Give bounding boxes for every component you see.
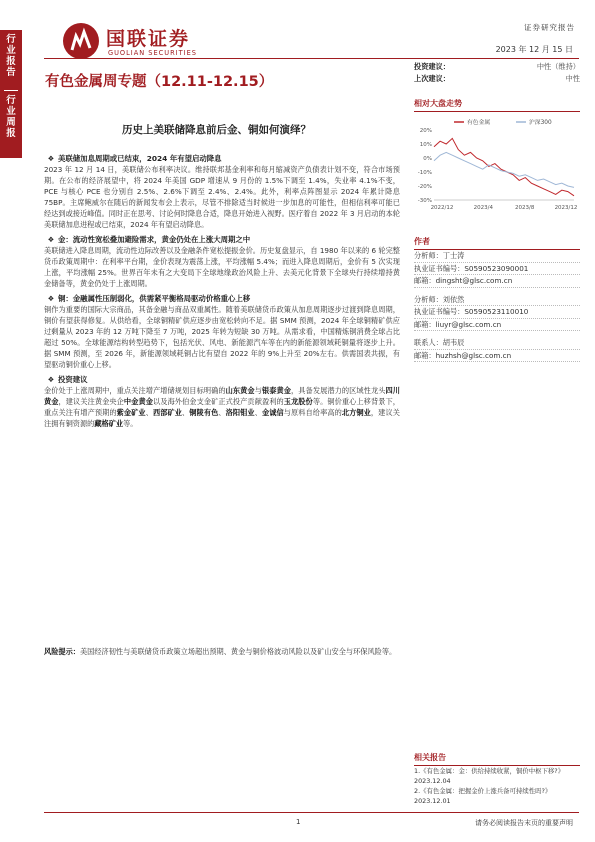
series-line-0: [434, 138, 574, 195]
authors-title: 作者: [414, 236, 580, 250]
sidebar-band: [0, 30, 22, 158]
footer-disclaimer: 请务必阅读报告末页的重要声明: [475, 819, 573, 827]
legend-label: 有色金属: [467, 120, 491, 126]
section-heading: ❖ 铜：金融属性压制弱化，供需紧平衡格局驱动价格重心上移: [44, 293, 400, 304]
x-tick-label: 2023/8: [514, 205, 535, 211]
section-body: 铜作为重要的国际大宗商品，其备金融与商品双重属性。随着美联储货币政策从加息周期逐步过渡到降息周期，铜价有望获得修复。从供给看，全球铜精矿供应逐步由宽松转向不足。据 SMM 预测，2024 年全球铜精矿供应过剩量从 2023 年的 12 万吨下降至 7 万吨，2025 年转为短缺 30 万吨。从需求看，中国精炼铜消费全球占比超过 50%。全球能源结构转型趋势下，包括光伏、风电、新能源汽车等在内的新能源领域耗铜量将逐步上升。据 SMM 预测，至 2026 年，新能源领域耗铜占比有望自 2022 年的 9%上升至 20%左右。供需国表共振，有望驱动铜价重心上移。: [44, 305, 400, 369]
section-heading: ❖ 投资建议: [44, 374, 400, 385]
company-name: 洛阳钼业: [225, 408, 255, 417]
footer-divider: [44, 812, 579, 813]
y-tick-label: -30%: [417, 198, 432, 204]
x-tick-label: 2023/4: [473, 205, 494, 211]
y-tick-label: 10%: [419, 142, 432, 148]
related-report-link[interactable]: 2.《有色金属：把握金价上涨兵备可持续性吗?》: [414, 787, 552, 795]
company-name: 玉龙股份: [283, 397, 313, 406]
related-list: [414, 766, 580, 806]
main-content: [44, 150, 400, 433]
text-segment: 与原料自给率高的: [283, 408, 342, 417]
related-title: 相关报告: [414, 752, 580, 766]
related-report-link[interactable]: 1.《有色金属：金：供给持续收紧，铜价中枢下移?》: [414, 767, 565, 775]
analyst-name: 分析师：刘依然: [414, 294, 580, 307]
analyst-gap: [414, 362, 580, 368]
text-segment: 、: [218, 408, 226, 417]
company-name: 铜陵有色: [189, 408, 219, 417]
text-segment: 、: [182, 408, 190, 417]
text-segment: 以及海外伯金支金矿正式投产贡献盈利的: [152, 397, 284, 406]
company-name: 藏格矿业: [94, 419, 124, 428]
y-tick-label: 20%: [419, 128, 432, 134]
section-body: 2023 年 12 月 14 日，美联储公布利率决议。维持联邦基金利率和每月缩减资产负债表计划不变，符合市场预期。在公布的经济展望中，将 2024 年美国 GDP 增速从 9 月份的 1.5%下调至 1.4%，失业率 4.1%不变，PCE 与核心 PCE 也分别自 2.5%、2.6%下调至 2.4%、2.4%。此外，利率点阵图显示 2024 年累计降息 75BP。主席鲍威尔在随后的新闻发布会上表示，尽管不排除适当时候进一步加息的可能性，但相信利率可能已经达到或接近峰值。同时正在思考、讨论何时降息合适，降息开始进入视野。医疗着自 2022 年 3 月启动的本轮美联储加息进程或已结束，2024 年有望启动降息。: [44, 165, 400, 229]
logo-mark-icon: [62, 22, 100, 60]
relative-performance-chart: [414, 114, 580, 214]
company-name: 银泰黄金: [261, 386, 292, 395]
section-heading: ❖ 金：流动性宽松叠加避险需求，黄金仍处在上涨大周期之中: [44, 234, 400, 245]
related-report-date: 2023.12.01: [414, 797, 451, 805]
section-body: 美联储进入降息周期，流动性边际改善以及金融条件宽松提振金价。历史复盘显示，自 1980 年以来的 6 轮完整货币政策周期中：在利率平台期，金价表现为震荡上涨，平均涨幅 5.4%；而进入降息周期后，金价有 5 次实现上涨，平均涨幅 25%。世界百年未有之大变局下全球地缘政治风险上升、去美元化背景下全球央行持续增持黄金储备等，黄金仍处于上涨周期。: [44, 246, 400, 288]
investment-body: [44, 385, 400, 429]
page-number: 1: [296, 818, 301, 826]
chart-section-title: 相对大盘走势: [414, 98, 580, 112]
analyst-cert: 执业证书编号：S0590523090001: [414, 263, 580, 276]
text-segment: 、: [254, 408, 262, 417]
report-subtitle: 历史上美联储降息前后金、铜如何演绎？: [122, 124, 311, 136]
risk-label: 风险提示：: [44, 647, 80, 656]
analyst-list: [414, 250, 580, 368]
company-name: 北方铜业: [341, 408, 371, 417]
analyst-name: 联系人：胡韦辰: [414, 337, 580, 350]
risk-text: 美国经济韧性与美联储货币政策立场超出预期、黄金与铜价格波动风险以及矿山安全与环保风险等。: [79, 647, 397, 656]
text-segment: ，建议关注拥有铜资源的: [44, 408, 400, 428]
right-column: [414, 62, 580, 368]
y-tick-label: -20%: [417, 184, 432, 190]
text-segment: 、: [145, 408, 153, 417]
series-line-1: [434, 152, 574, 187]
chart-svg: [414, 114, 580, 214]
sidebar-label-weekly: 行业周报: [4, 90, 18, 139]
header-divider: [44, 58, 579, 59]
analyst-cert: 执业证书编号：S0590523110010: [414, 306, 580, 319]
text-segment: 等。: [123, 419, 138, 428]
text-segment: 金价处于上涨周期中，重点关注增产增储规划目标明确的: [44, 386, 226, 395]
legend-label: 沪深300: [529, 120, 552, 126]
company-name: 四川黄金: [44, 386, 400, 406]
risk-warning: [44, 646, 400, 657]
report-date: 2023 年 12 月 15 日: [495, 45, 573, 54]
section-heading: ❖ 美联储加息周期或已结束，2024 年有望启动降息: [44, 153, 400, 164]
company-name: 金诚信: [261, 408, 284, 417]
previous-rating-row: 上次建议： 中性: [414, 74, 580, 83]
rating-row: 投资建议： 中性（维持）: [414, 62, 580, 71]
document-type: 证券研究报告: [524, 23, 575, 32]
report-title: 有色金属周专题（12.11-12.15）: [45, 74, 274, 90]
y-tick-label: -10%: [417, 170, 432, 176]
related-reports: [414, 752, 580, 806]
diamond-bullet-icon: ❖: [47, 375, 55, 384]
company-name: 中金黄金: [123, 397, 153, 406]
company-name: 山东黄金: [225, 386, 255, 395]
company-name: 紫金矿业: [116, 408, 146, 417]
related-report-date: 2023.12.04: [414, 777, 451, 785]
section-fed: [44, 153, 400, 230]
diamond-bullet-icon: ❖: [47, 294, 55, 303]
company-name: 西部矿业: [152, 408, 183, 417]
analyst-email[interactable]: 邮箱：liuyr@glsc.com.cn: [414, 319, 580, 332]
company-logo: [62, 22, 232, 62]
analyst-email[interactable]: 邮箱：dingsht@glsc.com.cn: [414, 275, 580, 288]
y-tick-label: 0%: [423, 156, 432, 162]
x-tick-label: 2023/12: [554, 205, 578, 211]
text-segment: 等。铜价重心上移背景下，重点关注有增产预期的: [44, 397, 400, 417]
section-copper: [44, 293, 400, 370]
left-sidebar: [0, 0, 24, 842]
text-segment: 与: [254, 386, 262, 395]
diamond-bullet-icon: ❖: [47, 235, 55, 244]
analyst-name: 分析师：丁士涛: [414, 250, 580, 263]
diamond-bullet-icon: ❖: [47, 154, 55, 163]
sidebar-label-industry-report: 行业报告: [6, 34, 16, 78]
x-tick-label: 2022/12: [430, 205, 454, 211]
section-investment: [44, 374, 400, 429]
text-segment: ，具备发展潜力的区域性龙头: [291, 386, 386, 395]
section-gold: [44, 234, 400, 289]
analyst-email[interactable]: 邮箱：huzhsh@glsc.com.cn: [414, 350, 580, 363]
text-segment: ，建议关注黄金央企: [58, 397, 124, 406]
logo-text-cn: 国联证券: [106, 28, 191, 50]
logo-text-en: GUOLIAN SECURITIES: [108, 49, 197, 57]
